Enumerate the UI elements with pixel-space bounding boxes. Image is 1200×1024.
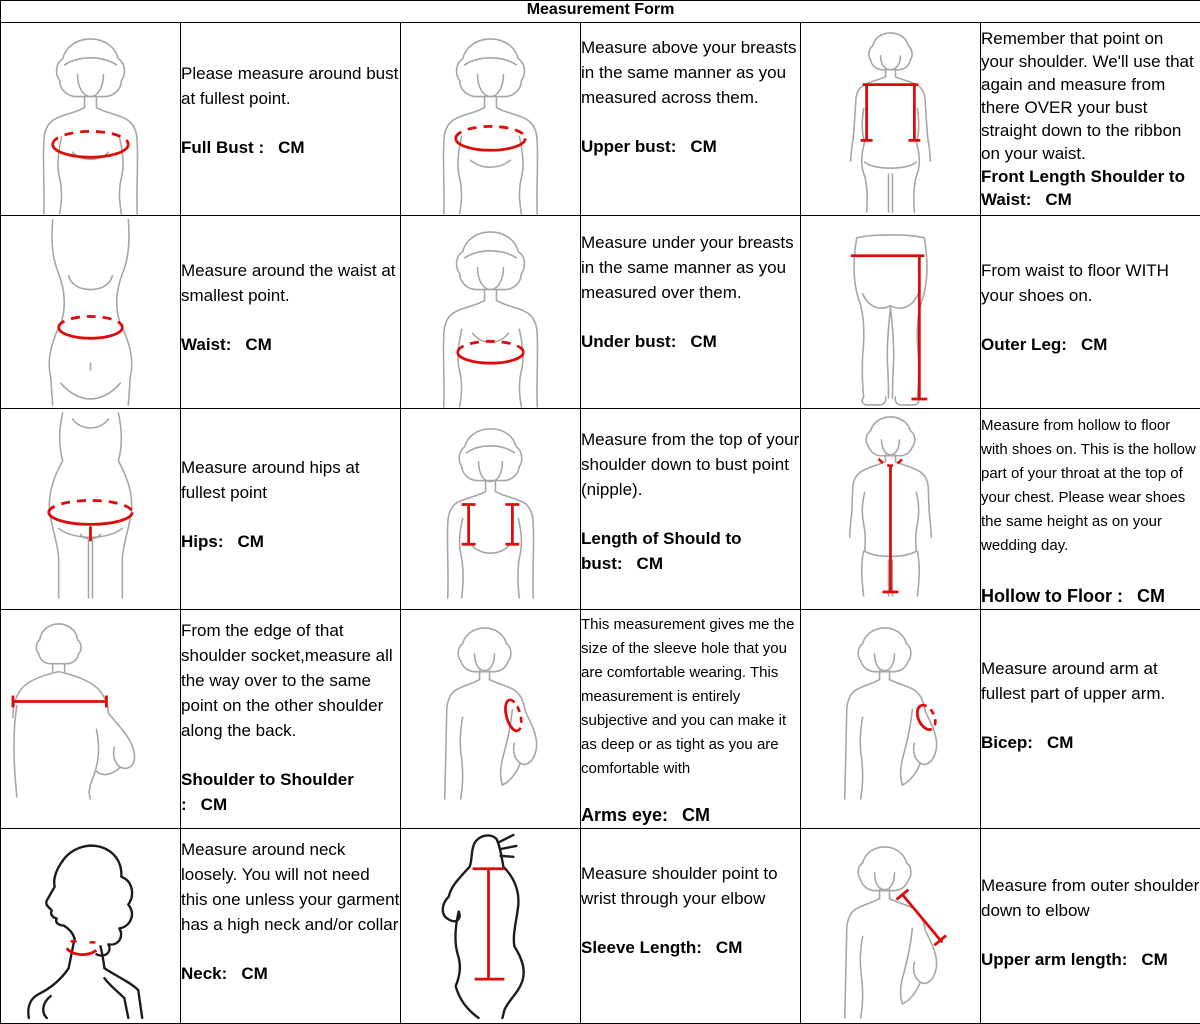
figure-cell: [801, 23, 981, 216]
under-bust-figure-icon: [401, 216, 580, 408]
measurement-description: Measure around arm at fullest part of upper arm.: [981, 656, 1200, 706]
measurement-description: Measure from outer shoulder down to elbow: [981, 873, 1200, 923]
text-cell: [581, 828, 801, 1023]
measurement-label: Front Length Shoulder to Waist: CM: [981, 165, 1200, 211]
shoulder-to-bust-figure-icon: [401, 409, 580, 601]
measurement-label: Sleeve Length: CM: [581, 935, 800, 960]
figure-cell: [401, 216, 581, 409]
front-length-figure-icon: [801, 23, 980, 215]
measurement-label: Under bust: CM: [581, 329, 800, 354]
text-cell: [981, 23, 1200, 216]
hollow-to-floor-figure-icon: [801, 409, 980, 601]
measurement-description: From waist to floor WITH your shoes on.: [981, 258, 1200, 308]
text-cell: [581, 23, 801, 216]
measurement-label: Hips: CM: [181, 529, 400, 554]
measurement-label: Shoulder to Shoulder : CM: [181, 767, 400, 817]
measurement-label: Upper bust: CM: [581, 134, 800, 159]
figure-cell: [1, 609, 181, 828]
measurement-label: Full Bust : CM: [181, 135, 400, 160]
unit-label: CM: [201, 795, 227, 814]
measurement-description: Measure around the waist at smallest point.: [181, 258, 400, 308]
measurement-description: Measure from hollow to floor with shoes on. This is the hollow part of your throat at the top of your chest. Please wear shoes the same height as on your wedding day.: [981, 414, 1200, 558]
text-cell: [181, 408, 401, 609]
unit-label: CM: [245, 335, 271, 354]
figure-cell: [401, 609, 581, 828]
bicep-figure-icon: [801, 610, 980, 802]
text-cell: [181, 216, 401, 409]
figure-cell: [1, 23, 181, 216]
unit-label: CM: [1141, 950, 1167, 969]
unit-label: CM: [1047, 733, 1073, 752]
measurement-label: Outer Leg: CM: [981, 332, 1200, 357]
text-cell: [981, 408, 1200, 609]
sleeve-length-figure-icon: [401, 829, 580, 1021]
measurement-description: Measure around hips at fullest point: [181, 455, 400, 505]
unit-label: CM: [1137, 586, 1165, 606]
measurement-description: This measurement gives me the size of the sleeve hole that you are comfortable wearing. This measurement is entirely subjective and you can make it as deep or as tight as you are comfortable with: [581, 613, 800, 781]
waist-figure-icon: [1, 216, 180, 408]
text-cell: [181, 828, 401, 1023]
unit-label: CM: [1045, 190, 1071, 209]
unit-label: CM: [682, 805, 710, 825]
arms-eye-figure-icon: [401, 610, 580, 802]
text-cell: [981, 828, 1200, 1023]
measurement-label: Arms eye: CM: [581, 803, 800, 828]
measurement-label: Upper arm length: CM: [981, 947, 1200, 972]
figure-cell: [801, 216, 981, 409]
figure-cell: [401, 408, 581, 609]
figure-cell: [401, 828, 581, 1023]
figure-cell: [1, 216, 181, 409]
measurement-description: Measure above your breasts in the same manner as you measured across them.: [581, 35, 800, 110]
text-cell: [581, 408, 801, 609]
measurement-label: Neck: CM: [181, 961, 400, 986]
figure-cell: [401, 23, 581, 216]
form-title: Measurement Form: [1, 1, 1200, 23]
text-cell: [581, 216, 801, 409]
text-cell: [181, 609, 401, 828]
measurement-description: Measure under your breasts in the same manner as you measured over them.: [581, 230, 800, 305]
measurement-description: Measure around neck loosely. You will not need this one unless your garment has a high neck and/or collar: [181, 837, 400, 937]
figure-cell: [801, 408, 981, 609]
measurement-description: Please measure around bust at fullest point.: [181, 61, 400, 111]
outer-leg-figure-icon: [801, 216, 980, 408]
text-cell: [981, 216, 1200, 409]
upper-arm-length-figure-icon: [801, 829, 980, 1021]
figure-cell: [1, 828, 181, 1023]
unit-label: CM: [1081, 335, 1107, 354]
measurement-description: Measure shoulder point to wrist through your elbow: [581, 861, 800, 911]
shoulder-to-shoulder-figure-icon: [1, 610, 180, 802]
unit-label: CM: [278, 138, 304, 157]
neck-figure-icon: [1, 829, 180, 1021]
measurement-description: Measure from the top of your shoulder down to bust point (nipple).: [581, 427, 800, 502]
unit-label: CM: [241, 964, 267, 983]
unit-label: CM: [238, 532, 264, 551]
figure-cell: [801, 609, 981, 828]
figure-cell: [801, 828, 981, 1023]
text-cell: [581, 609, 801, 828]
measurement-label: Hollow to Floor : CM: [981, 584, 1200, 609]
figure-cell: [1, 408, 181, 609]
measurement-label: Length of Should to bust: CM: [581, 526, 800, 576]
measurement-description: From the edge of that shoulder socket,measure all the way over to the same point on the other shoulder along the back.: [181, 618, 400, 743]
unit-label: CM: [690, 332, 716, 351]
text-cell: [981, 609, 1200, 828]
upper-bust-figure-icon: [401, 23, 580, 215]
text-cell: [181, 23, 401, 216]
hips-figure-icon: [1, 409, 180, 601]
measurement-description: Remember that point on your shoulder. We'll use that again and measure from there OVER your bust straight down to the ribbon on your waist.: [981, 27, 1200, 165]
unit-label: CM: [637, 554, 663, 573]
measurement-label: Bicep: CM: [981, 730, 1200, 755]
measurement-label: Waist: CM: [181, 332, 400, 357]
full-bust-figure-icon: [1, 23, 180, 215]
unit-label: CM: [690, 137, 716, 156]
unit-label: CM: [716, 938, 742, 957]
